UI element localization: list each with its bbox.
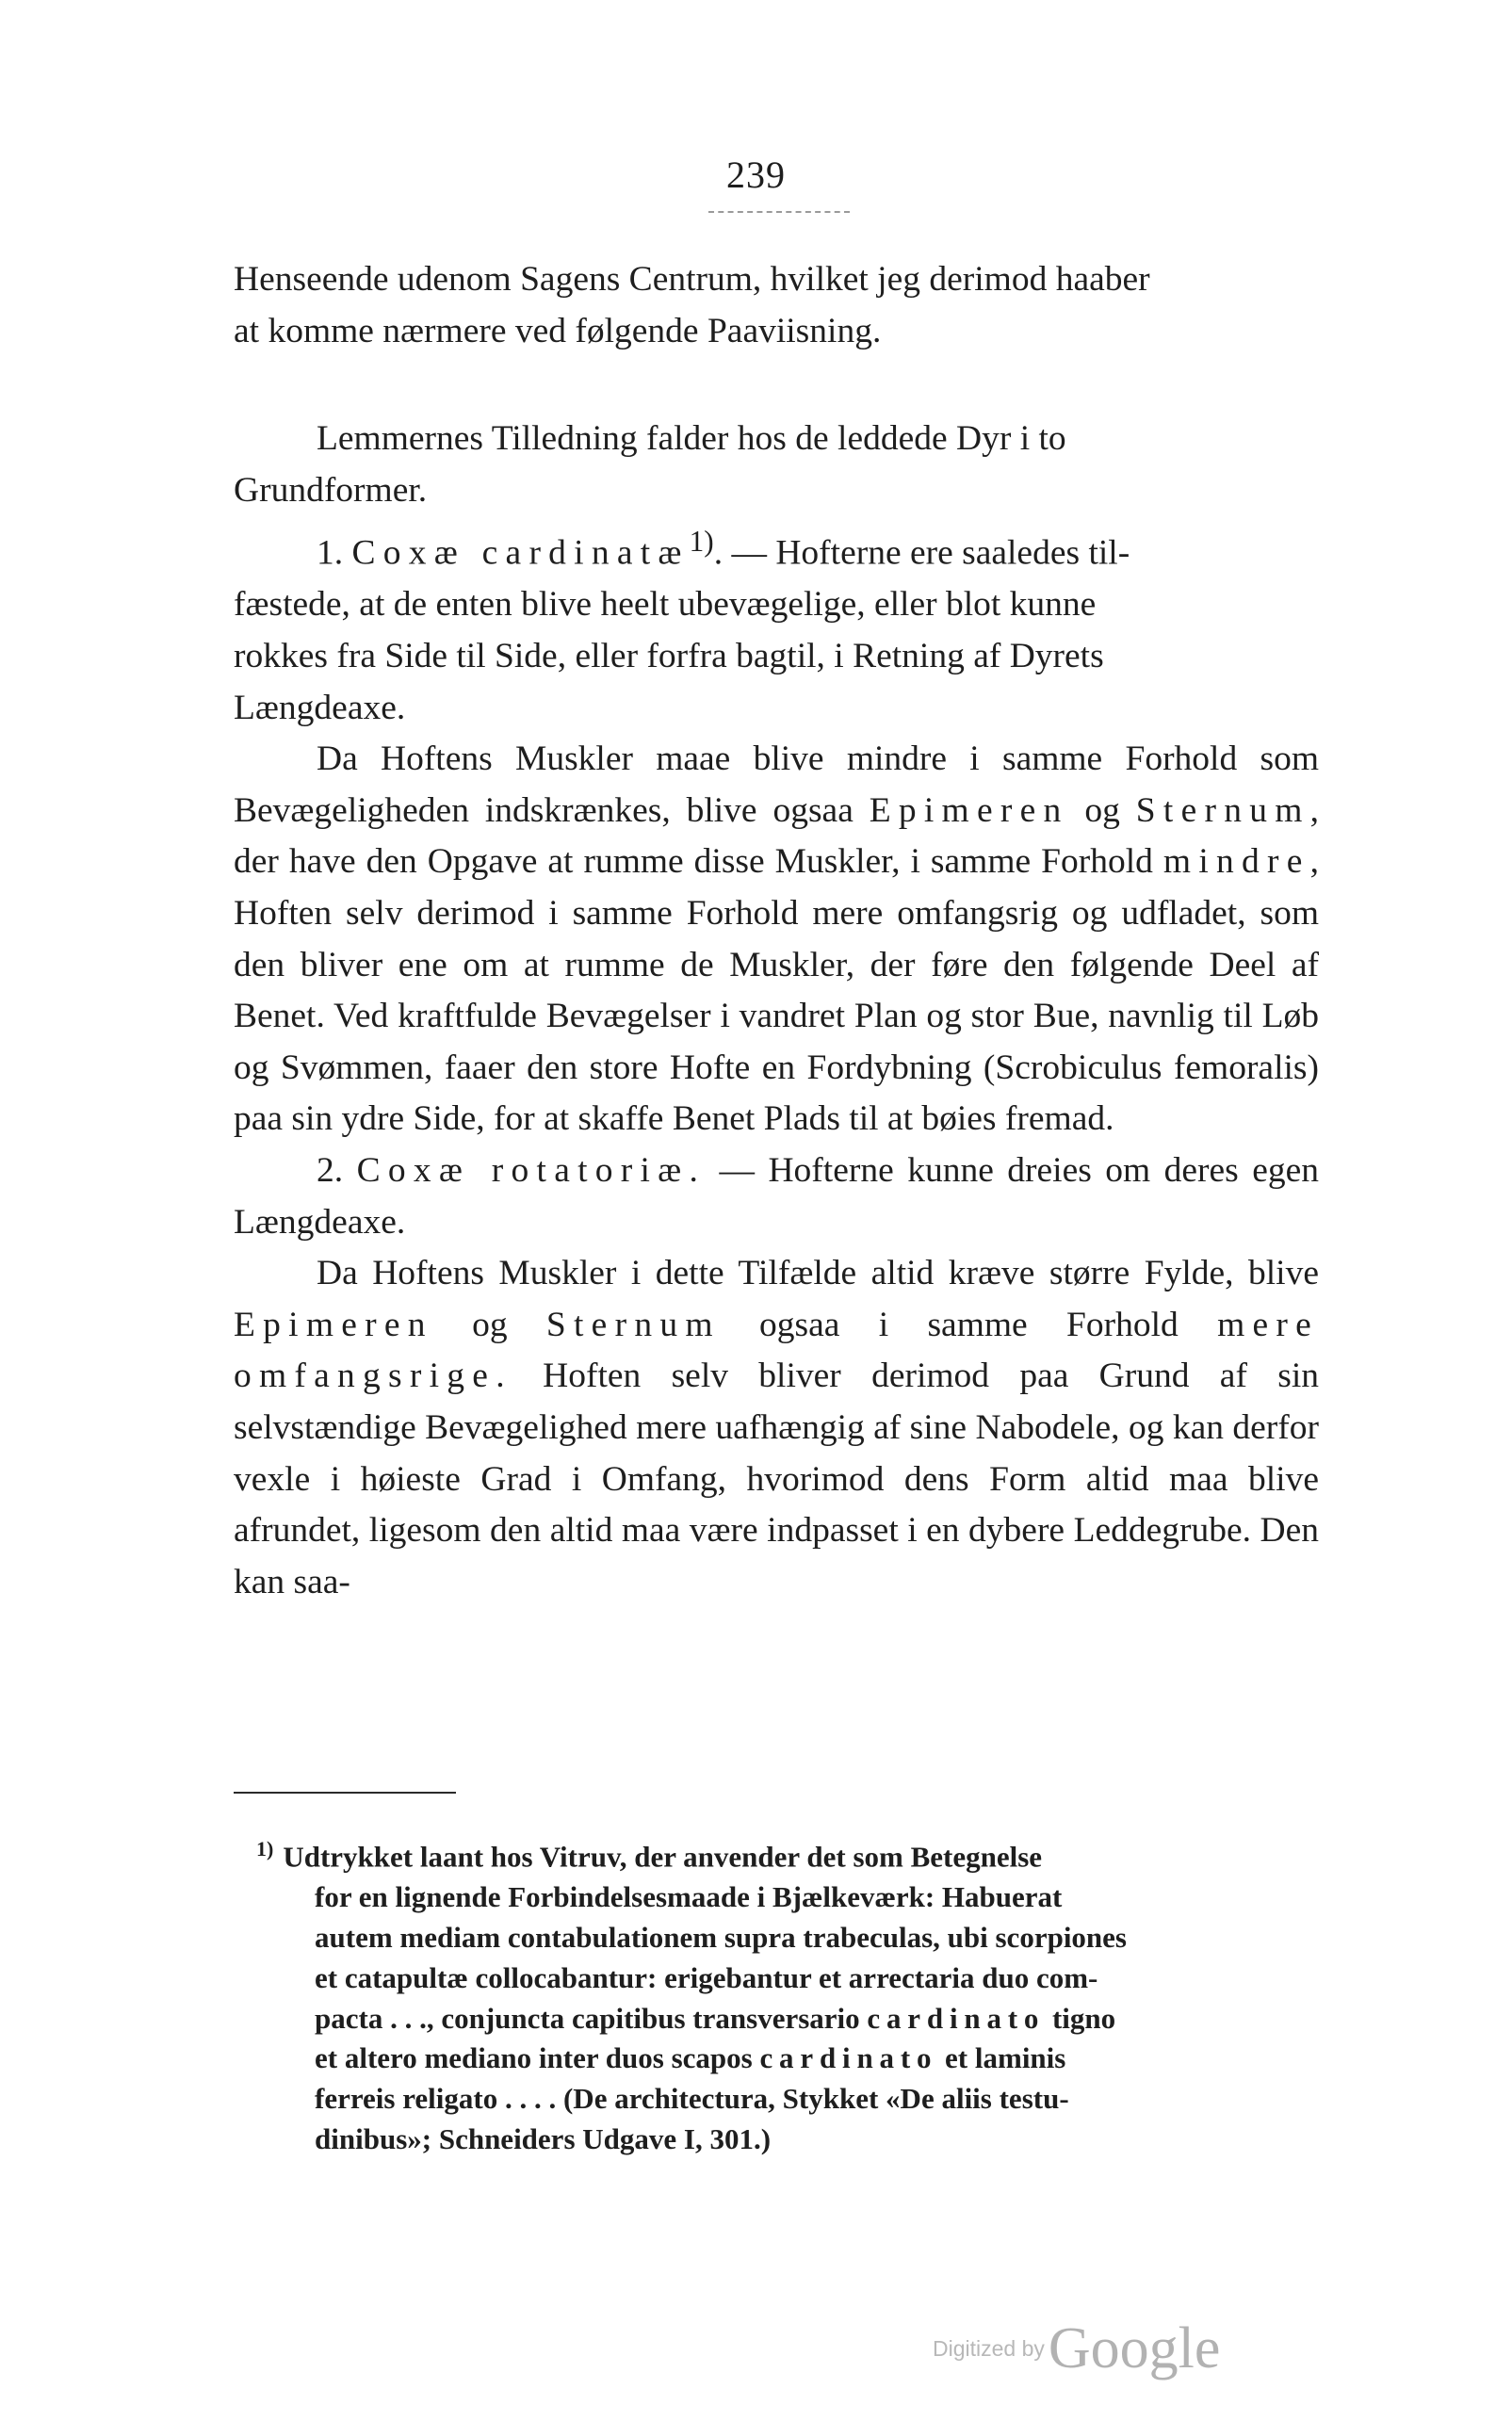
text-run: . — Hofterne ere saaledes til- — [713, 533, 1130, 573]
footnote-line: autem mediam contabulationem supra trabeculas, ubi scorpiones — [315, 1920, 1127, 1954]
spaced-term: Epimeren — [234, 1305, 433, 1344]
paragraph-gap — [234, 357, 1319, 414]
section-number: 1. — [317, 533, 344, 573]
text-line: fæstede, at de enten blive heelt ubevægelige, eller blot kunne — [234, 585, 1097, 625]
text-run: pacta . . ., conjuncta capitibus transversario — [315, 2001, 860, 2035]
footnote-line — [256, 2041, 1065, 2074]
section-coxae-cardinatae — [234, 516, 1319, 734]
footnote-line — [256, 2002, 1115, 2035]
footnote-line: dinibus»; Schneiders Udgave I, 301.) — [315, 2121, 772, 2155]
paragraph-muscles-rotatoriae — [234, 1248, 1319, 1608]
watermark-prefix: Digitized by — [933, 2336, 1045, 2361]
text-run: et laminis — [945, 2041, 1066, 2075]
text-run: Hoften selv bliver derimod paa Grund af sin selvstændige Bevægelighed mere uafhængig af sine Nabodele, og kan derfor vexle i høieste Grad i Omfang, hvorimod dens Form altid maa blive afrundet, ligesom den altid maa være indpasset i en dybere Leddegrube. Den kan saa- — [234, 1357, 1320, 1601]
footnote-line: et catapultæ collocabantur: erigebantur et arrectaria duo com- — [315, 1960, 1098, 1994]
text-line: Lemmernes Tilledning falder hos de leddede Dyr i to — [317, 419, 1066, 459]
footnote-reference: 1) — [689, 525, 714, 559]
footnote-marker: 1) — [256, 1837, 274, 1860]
footnote-line: Udtrykket laant hos Vitruv, der anvender det som Betegnelse — [283, 1840, 1043, 1874]
text-line: Grundformer. — [234, 470, 428, 510]
text-run: Da Hoftens Muskler maae blive mindre i samme Forhold som Bevægeligheden indskrænkes, blive ogsaa — [234, 739, 1319, 830]
text-line: Henseende udenom Sagens Centrum, hvilket jeg derimod haaber — [234, 260, 1150, 299]
section-coxae-rotatoriae — [234, 1146, 1319, 1248]
spaced-term: cardinato — [867, 2001, 1046, 2035]
spaced-term: mindre — [1162, 842, 1310, 882]
text-line: at komme nærmere ved følgende Paaviisning. — [234, 311, 882, 350]
text-run: og — [472, 1305, 508, 1344]
text-run: et altero mediano inter duos scapos — [315, 2041, 753, 2075]
text-line: Længdeaxe. — [234, 688, 406, 727]
paragraph-intro — [234, 254, 1319, 357]
spaced-term: Sternum — [1135, 790, 1310, 830]
text-run: — Hofterne kunne dreies om deres egen Længdeaxe. — [234, 1151, 1320, 1242]
page-number-rule — [708, 211, 850, 213]
digitized-watermark — [933, 2315, 1220, 2382]
google-logo: Google — [1048, 2316, 1221, 2380]
text-run: , Hoften selv derimod i samme Forhold mere omfangsrig og udfladet, som den bliver ene om at rumme de Muskler, der føre den følgende Deel af Benet. Ved kraftfulde Bevægelser i vandret Plan og stor Bue, navnlig til Løb og Svømmen, faaer den store Hofte en Fordybning (Scrobiculus femoralis) paa sin ydre Side, for at skaffe Benet Plads til at bøies fremad. — [234, 842, 1320, 1139]
page-number: 239 — [726, 154, 786, 196]
text-line: rokkes fra Side til Side, eller forfra bagtil, i Retning af Dyrets — [234, 637, 1104, 676]
text-run: og — [1084, 790, 1120, 830]
section-term: Coxæ rotatoriæ. — [356, 1151, 707, 1190]
section-term: Coxæ cardinatæ — [351, 533, 690, 573]
text-run: , der have den Opgave at rumme disse Muskler, i samme Forhold — [234, 790, 1319, 882]
spaced-term: cardinato — [759, 2041, 938, 2075]
text-run: tigno — [1051, 2001, 1116, 2035]
footnote — [256, 1829, 1319, 2160]
footnote-rule — [234, 1792, 456, 1794]
spaced-term: Sternum — [545, 1305, 721, 1344]
footnote-line: ferreis religato . . . . (De architectura, Stykket «De aliis testu- — [315, 2082, 1069, 2116]
paragraph-forms — [234, 414, 1319, 516]
footnote-body — [256, 1829, 1319, 2160]
footnote-line: for en lignende Forbindelsesmaade i Bjælkeværk: Habuerat — [315, 1880, 1063, 1914]
text-run: Da Hoftens Muskler i dette Tilfælde altid kræve større Fylde, blive — [317, 1254, 1319, 1293]
paragraph-muscles-cardinatae — [234, 734, 1319, 1146]
body-text — [234, 254, 1319, 1608]
text-run: ogsaa i samme Forhold — [759, 1305, 1179, 1344]
spaced-term: Epimeren — [869, 790, 1069, 830]
spaced-term: mere omfangsrige. — [234, 1305, 1320, 1396]
section-number: 2. — [317, 1151, 344, 1190]
